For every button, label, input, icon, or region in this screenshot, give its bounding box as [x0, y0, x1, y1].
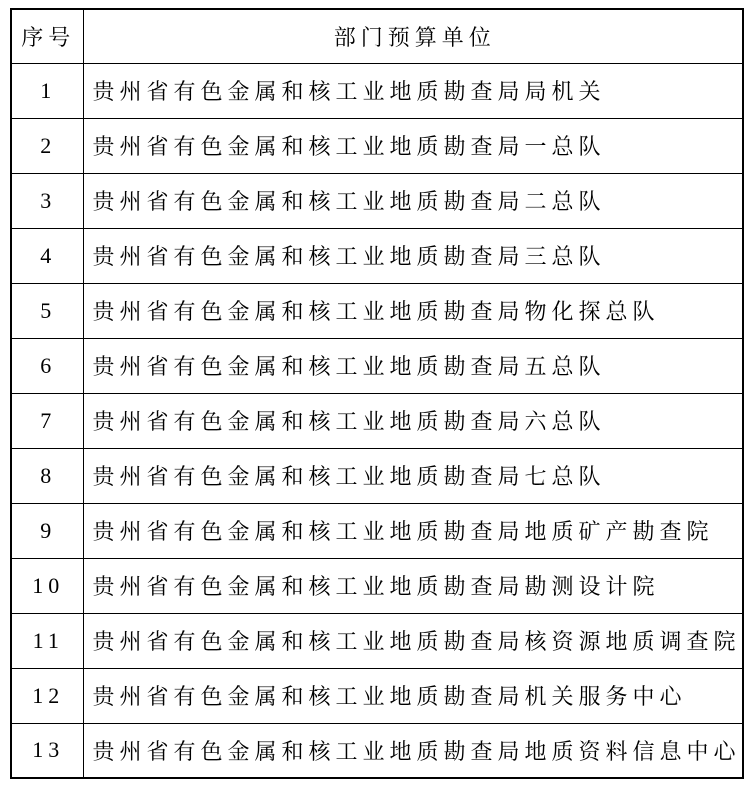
table-row — [11, 448, 743, 503]
row-seq-no: 3 — [11, 173, 83, 228]
row-budget-unit-name: 贵州省有色金属和核工业地质勘查局五总队 — [83, 338, 743, 393]
table-row — [11, 173, 743, 228]
row-seq-no: 11 — [11, 613, 83, 668]
row-budget-unit-name: 贵州省有色金属和核工业地质勘查局三总队 — [83, 228, 743, 283]
table-row — [11, 723, 743, 778]
table-row — [11, 283, 743, 338]
row-budget-unit-name: 贵州省有色金属和核工业地质勘查局地质资料信息中心 — [83, 723, 743, 778]
row-seq-no: 1 — [11, 63, 83, 118]
row-seq-no: 10 — [11, 558, 83, 613]
budget-units-table — [10, 8, 744, 779]
row-budget-unit-name: 贵州省有色金属和核工业地质勘查局二总队 — [83, 173, 743, 228]
table-body — [11, 63, 743, 778]
row-seq-no: 9 — [11, 503, 83, 558]
row-seq-no: 12 — [11, 668, 83, 723]
table-row — [11, 118, 743, 173]
table-row — [11, 338, 743, 393]
row-budget-unit-name: 贵州省有色金属和核工业地质勘查局机关服务中心 — [83, 668, 743, 723]
row-budget-unit-name: 贵州省有色金属和核工业地质勘查局七总队 — [83, 448, 743, 503]
row-budget-unit-name: 贵州省有色金属和核工业地质勘查局勘测设计院 — [83, 558, 743, 613]
table-row — [11, 613, 743, 668]
row-seq-no: 5 — [11, 283, 83, 338]
table-row — [11, 393, 743, 448]
row-budget-unit-name: 贵州省有色金属和核工业地质勘查局一总队 — [83, 118, 743, 173]
row-budget-unit-name: 贵州省有色金属和核工业地质勘查局局机关 — [83, 63, 743, 118]
table-row — [11, 558, 743, 613]
row-seq-no: 2 — [11, 118, 83, 173]
header-cell-seq-no: 序号 — [11, 9, 83, 63]
row-seq-no: 8 — [11, 448, 83, 503]
table-row — [11, 228, 743, 283]
row-budget-unit-name: 贵州省有色金属和核工业地质勘查局核资源地质调查院 — [83, 613, 743, 668]
table-row — [11, 63, 743, 118]
row-seq-no: 6 — [11, 338, 83, 393]
row-budget-unit-name: 贵州省有色金属和核工业地质勘查局物化探总队 — [83, 283, 743, 338]
row-budget-unit-name: 贵州省有色金属和核工业地质勘查局六总队 — [83, 393, 743, 448]
table-row — [11, 503, 743, 558]
row-seq-no: 7 — [11, 393, 83, 448]
row-seq-no: 4 — [11, 228, 83, 283]
table-row — [11, 668, 743, 723]
header-cell-budget-unit: 部门预算单位 — [83, 9, 743, 63]
row-seq-no: 13 — [11, 723, 83, 778]
row-budget-unit-name: 贵州省有色金属和核工业地质勘查局地质矿产勘查院 — [83, 503, 743, 558]
table-header-row — [11, 9, 743, 63]
